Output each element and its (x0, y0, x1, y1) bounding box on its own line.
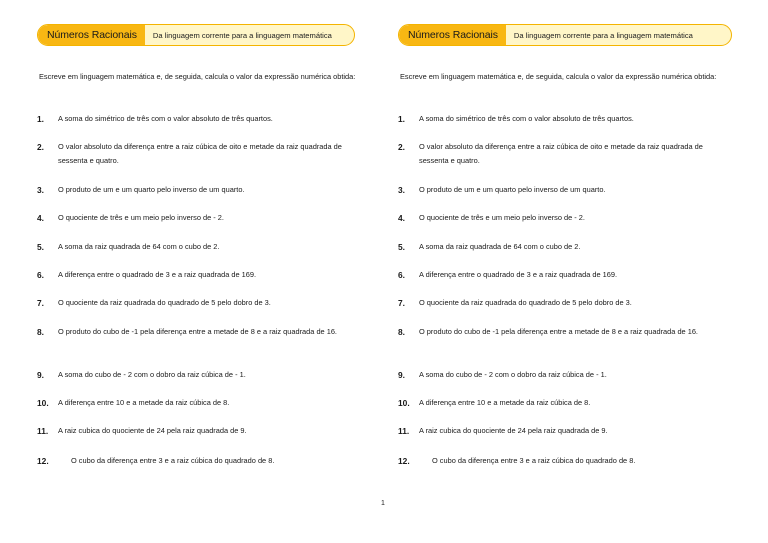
exercise-number: 7. (37, 298, 44, 308)
exercise-number: 11. (37, 426, 49, 436)
exercise-text: O produto de um e um quarto pelo inverso de um quarto. (419, 185, 606, 194)
exercise-number: 2. (37, 142, 44, 152)
header-title: Números Racionais (399, 25, 506, 45)
exercise-text: A soma do simétrico de três com o valor absoluto de três quartos. (58, 114, 273, 123)
exercise-number: 7. (398, 298, 405, 308)
exercise-text: O cubo da diferença entre 3 e a raiz cúbica do quadrado de 8. (71, 456, 275, 465)
exercise-number: 2. (398, 142, 405, 152)
exercise-number: 3. (37, 185, 44, 195)
exercise-number: 5. (37, 242, 44, 252)
exercise-number: 5. (398, 242, 405, 252)
exercise-number: 1. (398, 114, 405, 124)
exercise-text: O produto do cubo de -1 pela diferença entre a metade de 8 e a raiz quadrada de 16. (58, 327, 337, 336)
exercise-text: A soma do simétrico de três com o valor absoluto de três quartos. (419, 114, 634, 123)
exercise-text: A soma do cubo de - 2 com o dobro da raiz cúbica de - 1. (419, 370, 607, 379)
worksheet-header (398, 24, 732, 46)
header-title: Números Racionais (38, 25, 145, 45)
instructions: Escreve em linguagem matemática e, de seguida, calcula o valor da expressão numérica obtida: (400, 72, 717, 81)
exercise-number: 6. (398, 270, 405, 280)
page-number: 1 (381, 500, 385, 507)
exercise-text: A diferença entre 10 e a metade da raiz cúbica de 8. (419, 398, 591, 407)
exercise-number: 11. (398, 426, 410, 436)
header-subtitle: Da linguagem corrente para a linguagem matemática (152, 30, 332, 40)
exercise-text: O cubo da diferença entre 3 e a raiz cúbica do quadrado de 8. (432, 456, 636, 465)
header-subtitle: Da linguagem corrente para a linguagem matemática (513, 30, 693, 40)
exercise-text: A raiz cubica do quociente de 24 pela raiz quadrada de 9. (58, 426, 247, 435)
exercise-text: O produto do cubo de -1 pela diferença entre a metade de 8 e a raiz quadrada de 16. (419, 327, 698, 336)
exercise-number: 1. (37, 114, 44, 124)
instructions: Escreve em linguagem matemática e, de seguida, calcula o valor da expressão numérica obtida: (39, 72, 356, 81)
exercise-text: A diferença entre o quadrado de 3 e a raiz quadrada de 169. (419, 270, 618, 279)
exercise-number: 6. (37, 270, 44, 280)
exercise-text: O quociente da raiz quadrada do quadrado de 5 pelo dobro de 3. (58, 298, 271, 307)
exercise-number: 3. (398, 185, 405, 195)
exercise-text: A raiz cubica do quociente de 24 pela raiz quadrada de 9. (419, 426, 608, 435)
exercise-number: 10. (37, 398, 49, 408)
exercise-number: 8. (37, 327, 44, 337)
exercise-number: 9. (398, 370, 405, 380)
exercise-text: O quociente da raiz quadrada do quadrado de 5 pelo dobro de 3. (419, 298, 632, 307)
exercise-number: 12. (37, 456, 49, 466)
exercise-number: 10. (398, 398, 410, 408)
worksheet-header (37, 24, 355, 46)
exercise-text: A diferença entre o quadrado de 3 e a raiz quadrada de 169. (58, 270, 257, 279)
exercise-number: 9. (37, 370, 44, 380)
exercise-text: O quociente de três e um meio pelo inverso de - 2. (58, 213, 224, 222)
exercise-text: O quociente de três e um meio pelo inverso de - 2. (419, 213, 585, 222)
exercise-text: A diferença entre 10 e a metade da raiz cúbica de 8. (58, 398, 230, 407)
exercise-text: A soma do cubo de - 2 com o dobro da raiz cúbica de - 1. (58, 370, 246, 379)
exercise-text: O valor absoluto da diferença entre a raiz cúbica de oito e metade da raiz quadrada de sessenta e quatro. (58, 142, 342, 165)
exercise-number: 12. (398, 456, 410, 466)
exercise-text: A soma da raiz quadrada de 64 com o cubo de 2. (419, 242, 581, 251)
exercise-number: 8. (398, 327, 405, 337)
exercise-text: O produto de um e um quarto pelo inverso de um quarto. (58, 185, 245, 194)
exercise-text: A soma da raiz quadrada de 64 com o cubo de 2. (58, 242, 220, 251)
exercise-number: 4. (37, 213, 44, 223)
exercise-text: O valor absoluto da diferença entre a raiz cúbica de oito e metade da raiz quadrada de sessenta e quatro. (419, 142, 703, 165)
exercise-number: 4. (398, 213, 405, 223)
